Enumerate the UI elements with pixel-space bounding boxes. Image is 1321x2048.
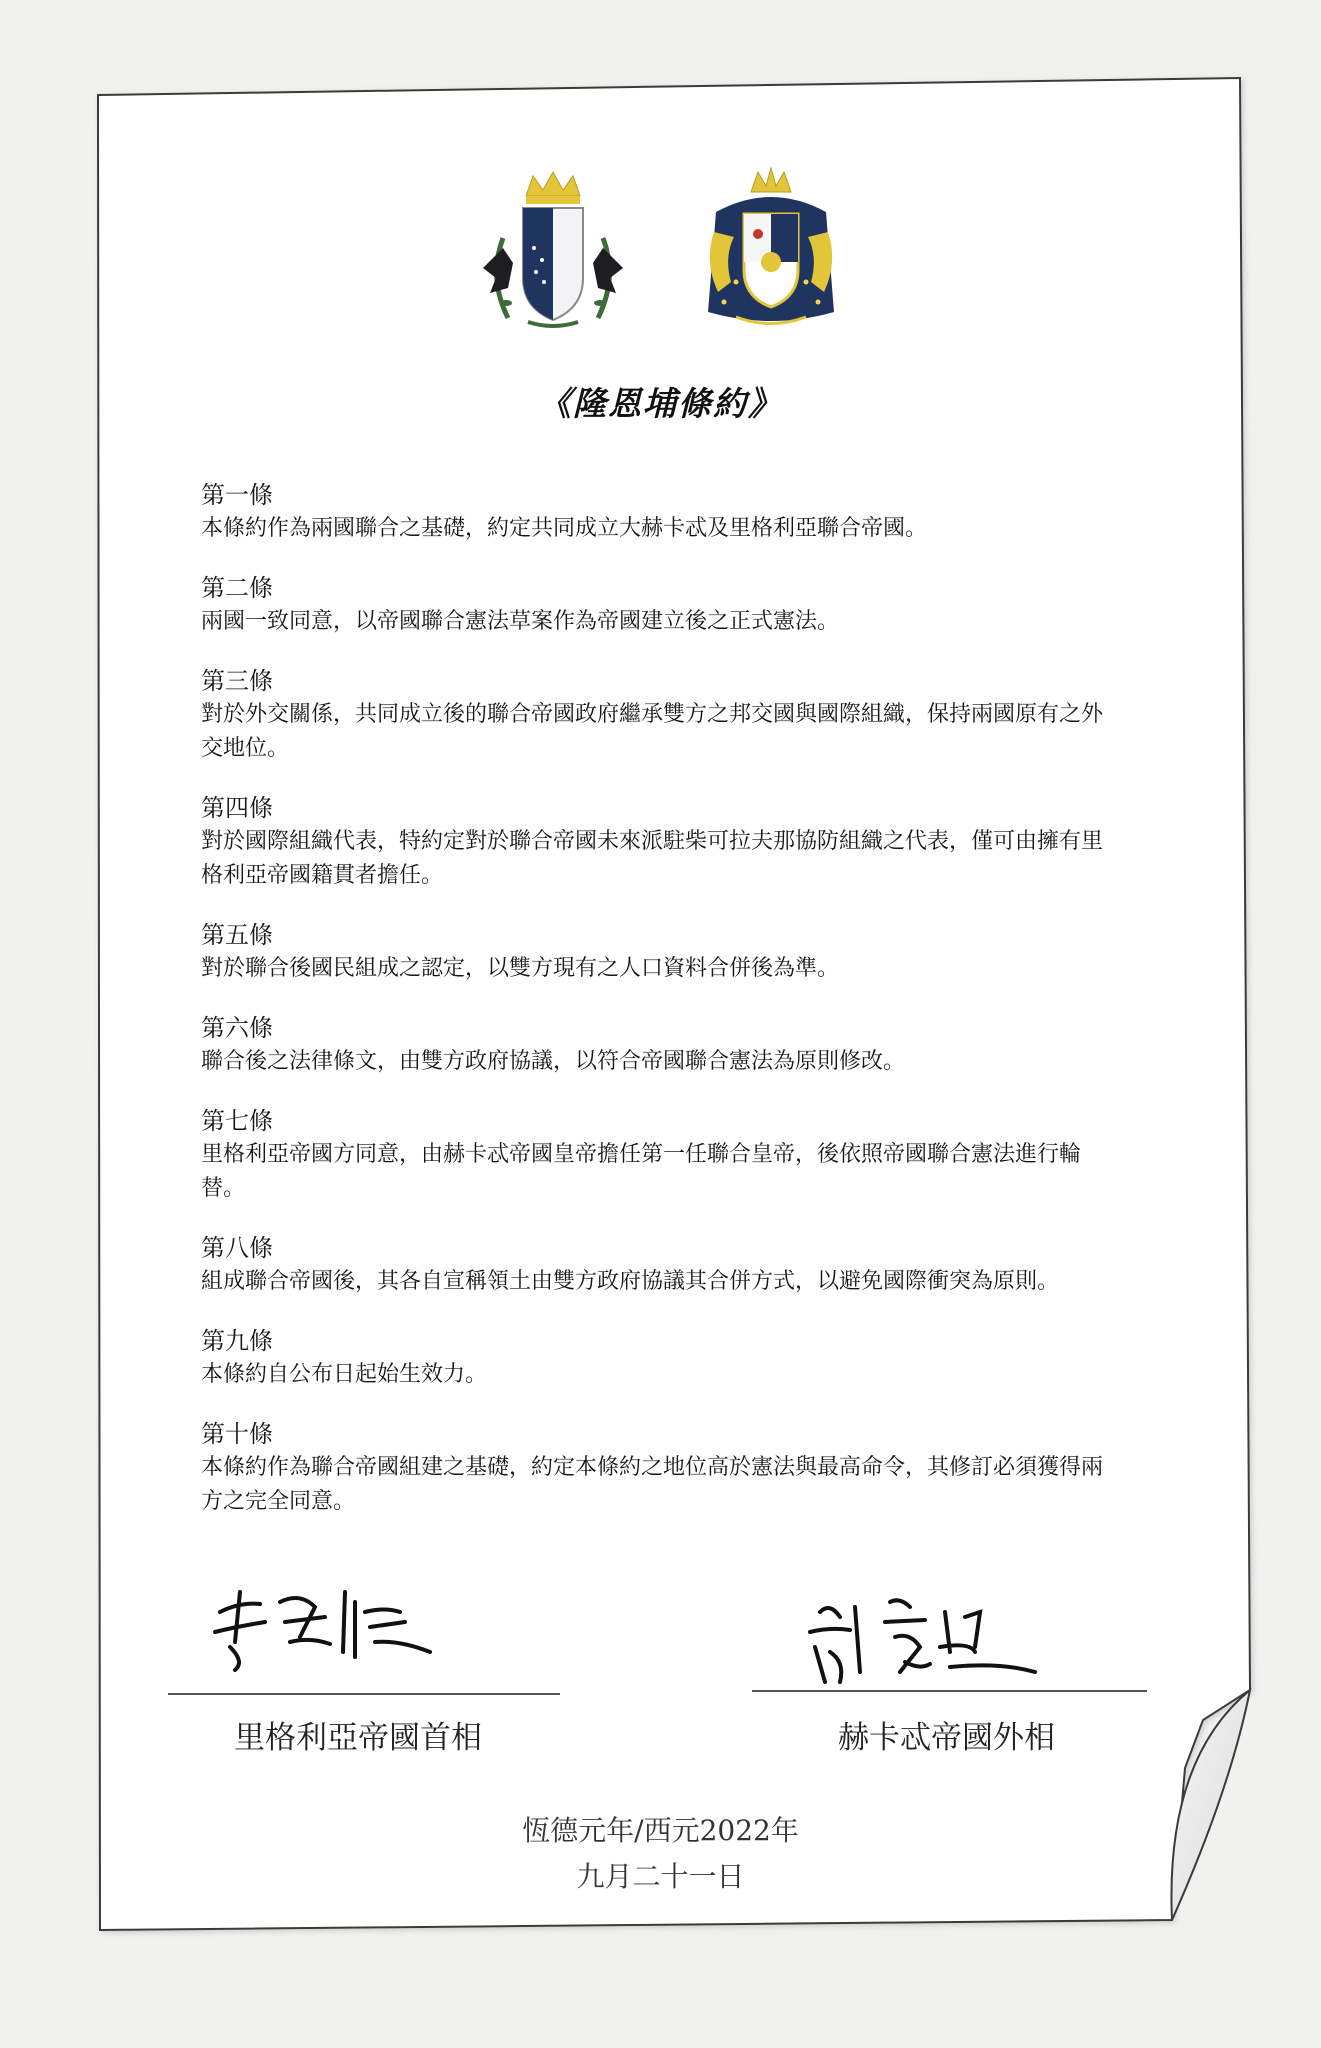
article [201, 1011, 1121, 1079]
article-text: 聯合後之法律條文，由雙方政府協議，以符合帝國聯合憲法為原則修改。 [201, 1049, 906, 1074]
article-heading: 第十條 [201, 1420, 273, 1448]
article-text: 本條約自公布日起始生效力。 [201, 1362, 488, 1387]
article [201, 1417, 1121, 1519]
riglia-coat-of-arms-icon [478, 168, 628, 330]
left-signature-line [168, 1693, 560, 1695]
article-text: 兩國一致同意，以帝國聯合憲法草案作為帝國建立後之正式憲法。 [201, 609, 840, 634]
right-signature [800, 1592, 1040, 1692]
right-signatory-title: 赫卡忒帝國外相 [838, 1720, 1055, 1756]
article-heading: 第二條 [201, 574, 273, 602]
article-heading: 第六條 [201, 1014, 273, 1042]
treaty-date [0, 1808, 1321, 1900]
article [201, 571, 1121, 639]
article [201, 1231, 1121, 1299]
date-line-2: 九月二十一日 [576, 1860, 745, 1893]
article-text: 本條約作為聯合帝國組建之基礎，約定本條約之地位高於憲法與最高命令，其修訂必須獲得兩方之完全同意。 [201, 1455, 1104, 1514]
article-heading: 第九條 [201, 1327, 273, 1355]
article-heading: 第五條 [201, 921, 273, 949]
article [201, 1324, 1121, 1392]
treaty-title: 《隆恩埔條約》 [538, 384, 783, 423]
article-heading: 第四條 [201, 794, 273, 822]
left-signature [205, 1582, 435, 1672]
date-line-1: 恆德元年/西元2022年 [522, 1814, 799, 1847]
article-heading: 第七條 [201, 1107, 273, 1135]
article-heading: 第三條 [201, 667, 273, 695]
article [201, 1104, 1121, 1206]
article [201, 664, 1121, 766]
right-signature-line [752, 1690, 1147, 1692]
article-heading: 第八條 [201, 1234, 273, 1262]
article [201, 918, 1121, 986]
left-signatory-title: 里格利亞帝國首相 [234, 1720, 482, 1756]
article [201, 791, 1121, 893]
article-text: 對於國際組織代表，特約定對於聯合帝國未來派駐柴可拉夫那協防組織之代表，僅可由擁有里格利亞帝國籍貫者擔任。 [201, 829, 1104, 888]
article-text: 對於聯合後國民組成之認定，以雙方現有之人口資料合併後為準。 [201, 956, 840, 981]
article-list [201, 478, 1121, 1544]
article-text: 對於外交關係，共同成立後的聯合帝國政府繼承雙方之邦交國與國際組織，保持兩國原有之外交地位。 [201, 702, 1104, 761]
article-text: 本條約作為兩國聯合之基礎，約定共同成立大赫卡忒及里格利亞聯合帝國。 [201, 516, 928, 541]
article-heading: 第一條 [201, 481, 273, 509]
article-text: 組成聯合帝國後，其各自宣稱領土由雙方政府協議其合併方式，以避免國際衝突為原則。 [201, 1269, 1060, 1294]
article-text: 里格利亞帝國方同意，由赫卡忒帝國皇帝擔任第一任聯合皇帝，後依照帝國聯合憲法進行輪替。 [201, 1142, 1082, 1201]
article [201, 478, 1121, 546]
hecate-coat-of-arms-icon [696, 162, 846, 332]
